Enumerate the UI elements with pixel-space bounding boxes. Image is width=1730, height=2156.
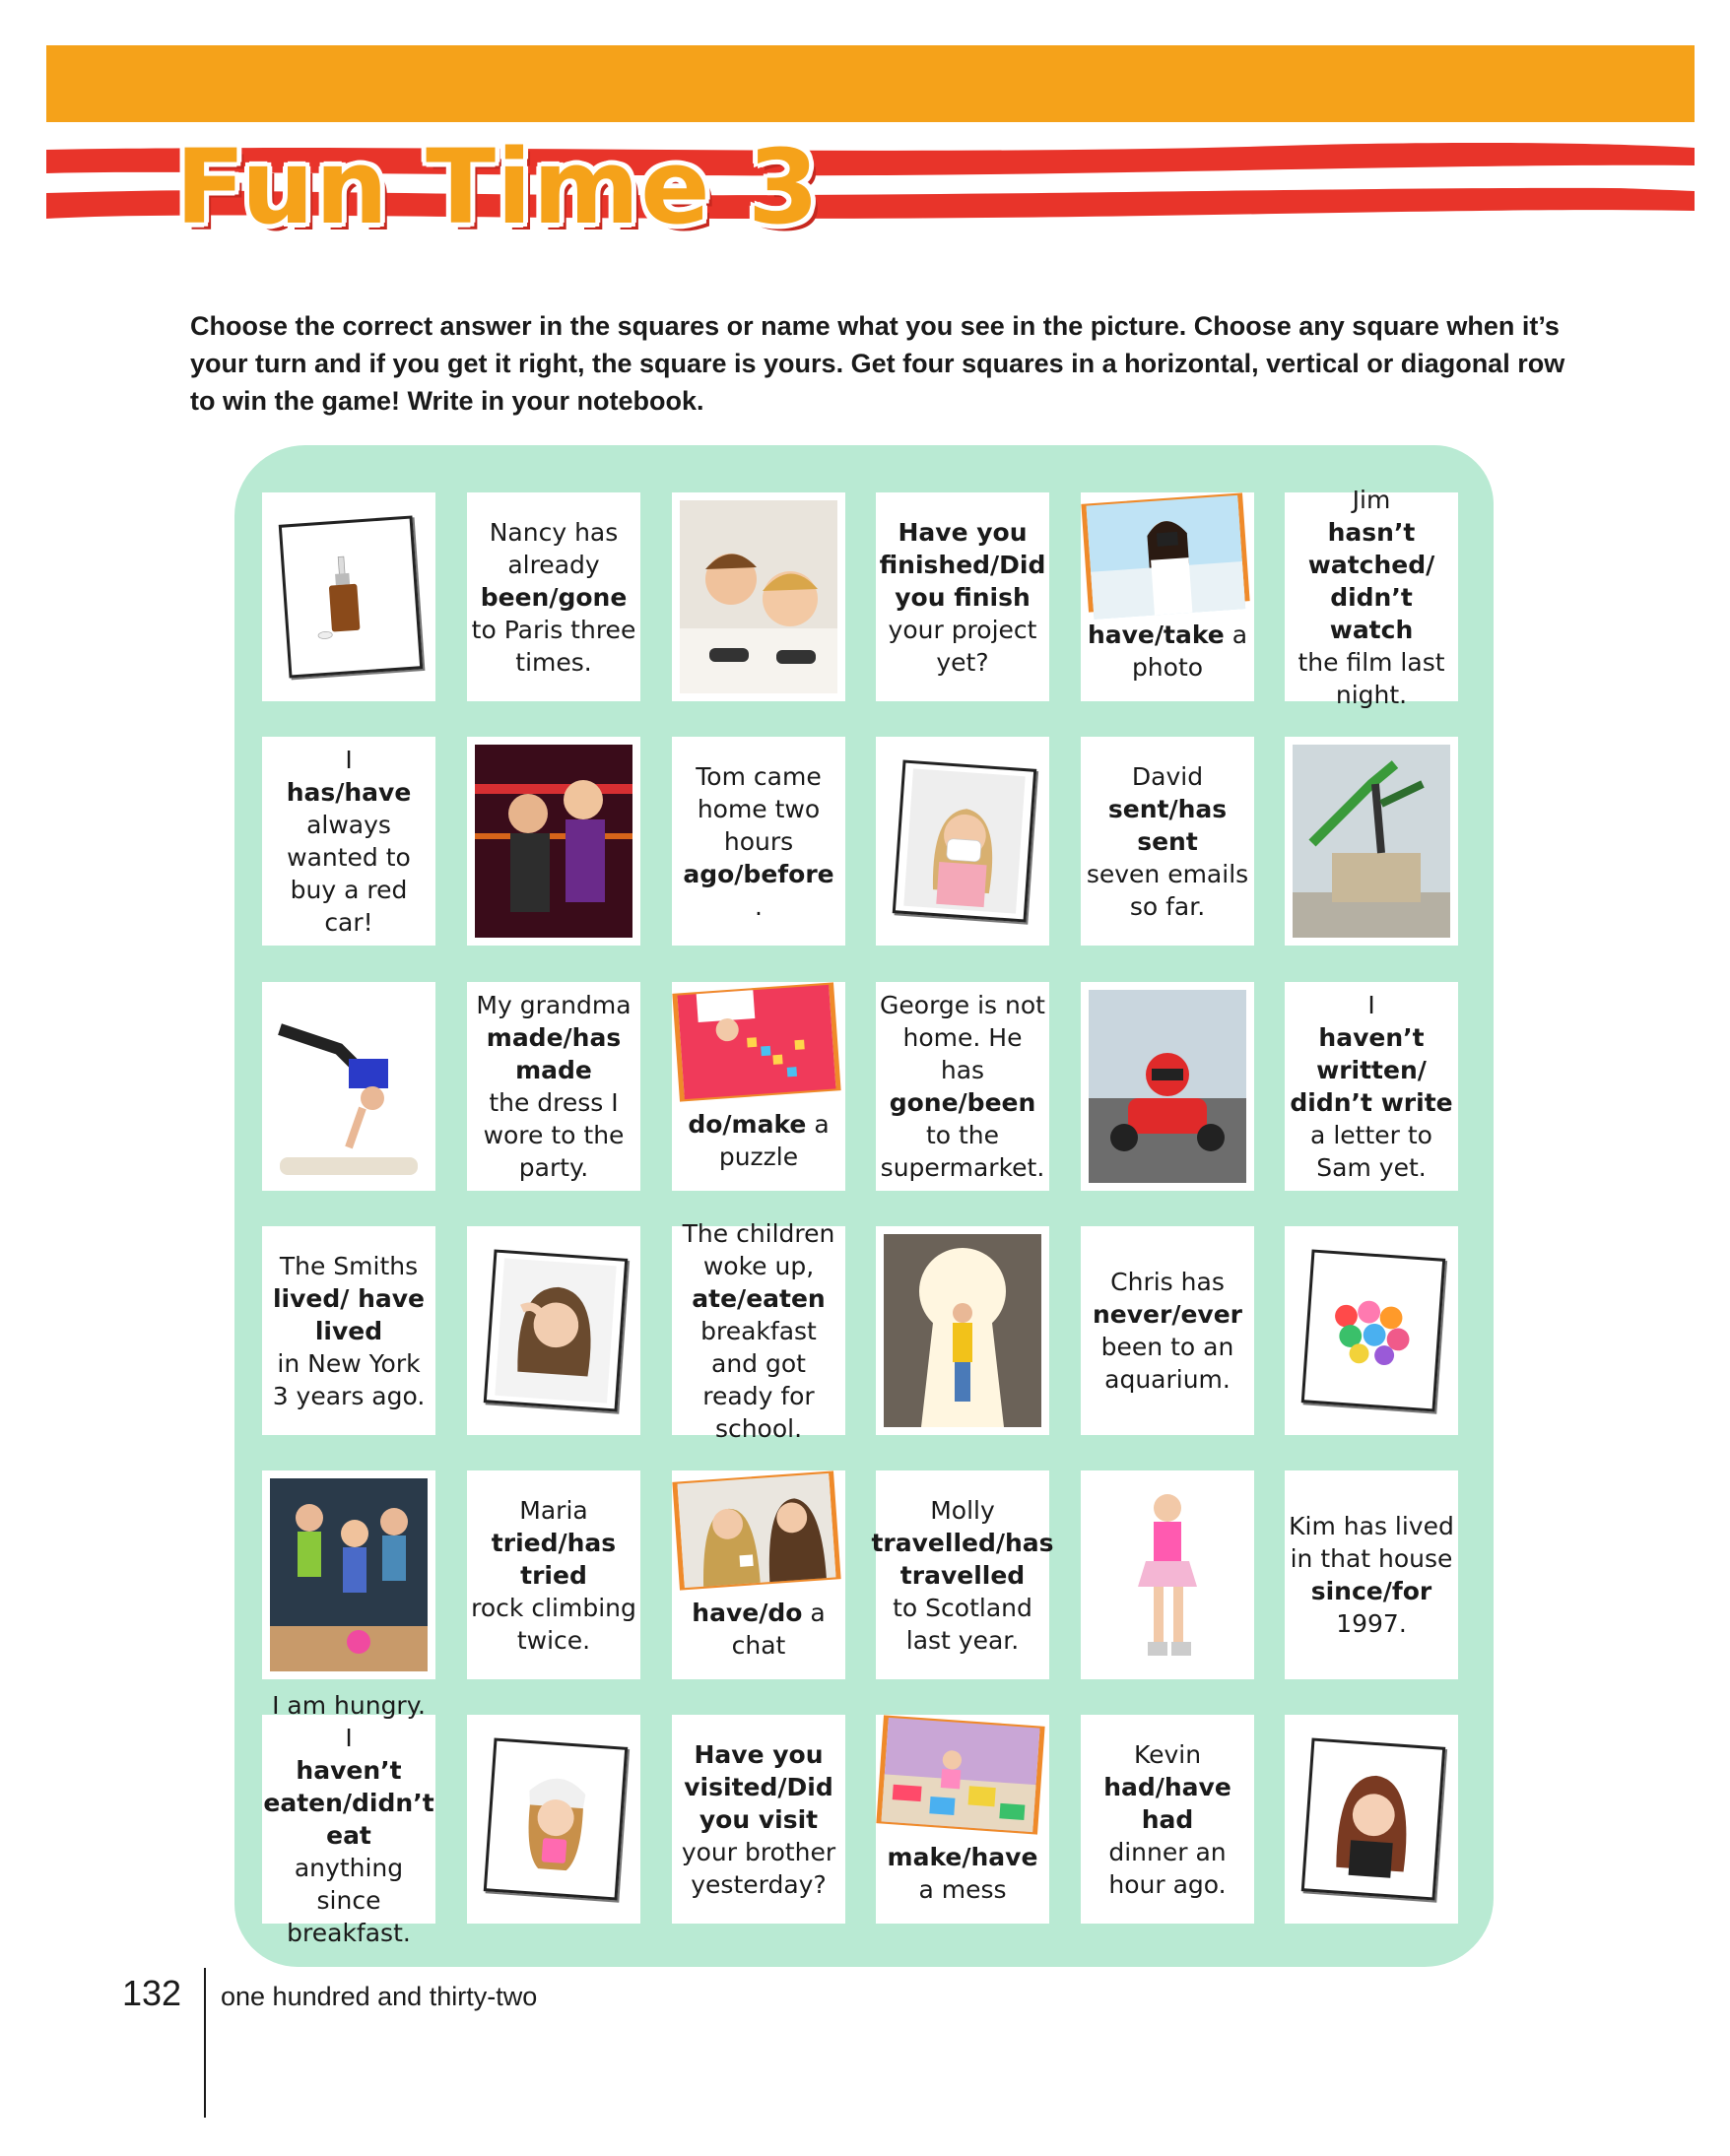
sentence-text: the dress I wore to the party. <box>483 1088 625 1182</box>
game-square[interactable] <box>262 1691 435 1947</box>
answer-choice: ate/eaten <box>692 1283 826 1313</box>
answer-choice: do/make <box>688 1110 807 1139</box>
game-square[interactable] <box>1285 1226 1458 1435</box>
game-square[interactable] <box>1285 1470 1458 1679</box>
sentence-text: rock climbing twice. <box>471 1593 636 1655</box>
sentence-text: seven emails so far. <box>1086 859 1249 921</box>
sentence-text: I <box>345 746 353 774</box>
game-square[interactable] <box>1081 1226 1254 1435</box>
sentence-text: been to an aquarium. <box>1100 1333 1234 1394</box>
answer-choice: gone/been <box>889 1088 1036 1117</box>
polaroid-frame <box>484 1737 629 1900</box>
game-square[interactable] <box>1285 982 1458 1191</box>
game-square[interactable] <box>672 982 845 1191</box>
footer-divider <box>204 1968 206 2118</box>
sentence-text: a chat <box>731 1599 826 1660</box>
answer-choice: make/have <box>887 1843 1038 1871</box>
sentence-text: a puzzle <box>718 1110 830 1171</box>
answer-choice: ago/before <box>683 859 834 888</box>
sentence-text: My grandma <box>476 991 632 1019</box>
polaroid-frame <box>279 515 424 678</box>
sentence-text: the film last night. <box>1298 647 1445 709</box>
girl-sneezing-photo <box>903 771 1025 911</box>
polaroid-frame <box>1301 1249 1446 1411</box>
game-square[interactable] <box>672 1715 845 1924</box>
answer-choice: made/has made <box>486 1023 622 1084</box>
game-square[interactable] <box>1081 1715 1254 1924</box>
sentence-text: your brother yesterday? <box>681 1837 836 1899</box>
sentence-text: I am hungry. I <box>272 1691 426 1752</box>
game-square[interactable] <box>262 982 435 1191</box>
game-square[interactable] <box>467 1715 640 1924</box>
answer-choice: Have you visited/Did you visit <box>684 1739 833 1834</box>
game-square[interactable] <box>262 1470 435 1679</box>
sentence-text: a letter to Sam yet. <box>1310 1121 1432 1182</box>
game-square[interactable] <box>467 982 640 1191</box>
go-kart-photo <box>1089 990 1246 1183</box>
answer-choice: since/for <box>1310 1577 1432 1605</box>
polaroid-frame <box>484 1249 629 1411</box>
game-square[interactable] <box>672 737 845 946</box>
sentence-text: The Smiths <box>279 1251 419 1280</box>
page-number: 132 <box>122 1973 182 2013</box>
sentence-text: in New York 3 years ago. <box>272 1348 426 1410</box>
breakdancer-photo <box>1293 745 1450 938</box>
sentence-text: to Paris three times. <box>471 615 636 677</box>
answer-choice: lived/ have lived <box>272 1283 426 1345</box>
boys-playing-video-games-photo <box>680 500 837 693</box>
game-square[interactable] <box>672 1470 845 1679</box>
game-square[interactable] <box>262 737 435 946</box>
game-square[interactable] <box>262 492 435 701</box>
kids-laser-tag-photo <box>475 745 632 938</box>
girl-with-mug-photo <box>495 1749 616 1889</box>
square-caption <box>1081 619 1254 684</box>
sentence-text: anything since breakfast. <box>287 1854 411 1947</box>
game-square[interactable] <box>262 1226 435 1435</box>
polaroid-frame <box>893 759 1037 922</box>
bowling-friends-photo <box>270 1478 428 1671</box>
sentence-text: Maria <box>519 1495 588 1525</box>
sentence-text: Chris has <box>1110 1268 1225 1296</box>
page-title: Fun Time 3 <box>175 127 821 247</box>
sentence-text: breakfast and got ready for school. <box>700 1316 817 1443</box>
jigsaw-puzzle-photo <box>672 982 840 1101</box>
answer-choice: have/do <box>692 1599 803 1627</box>
square-caption <box>672 1597 845 1662</box>
sentence-text: your project yet? <box>888 615 1037 677</box>
woman-headache-photo <box>495 1261 616 1401</box>
instructions: Choose the correct answer in the squares or name what you see in the picture. Choose any square when it’s your turn and if you get it right, the square is yours. Get four squares in a horizontal, vertical or diagonal row to win the game! Write in your notebook. <box>190 311 1565 416</box>
polaroid-frame <box>1301 1737 1446 1900</box>
medicine-bottle-icon <box>290 527 411 667</box>
answer-choice: travelled/has travelled <box>871 1528 1054 1590</box>
sentence-text: Nancy has already <box>489 517 619 579</box>
answer-choice: sent/has sent <box>1107 794 1228 856</box>
sad-girl-photo <box>1312 1749 1433 1889</box>
sentence-text: Jim <box>1352 485 1391 514</box>
answer-choice: hasn’t watched/ didn’t watch <box>1307 517 1435 644</box>
game-square[interactable] <box>1081 737 1254 946</box>
game-square[interactable] <box>876 1715 1049 1924</box>
game-square[interactable] <box>467 1226 640 1435</box>
women-chatting-photo <box>672 1470 840 1590</box>
sentence-text: dinner an hour ago. <box>1108 1837 1227 1899</box>
sentence-text: Kim has lived in that house <box>1289 1512 1454 1573</box>
sentence-text: always wanted to buy a red car! <box>287 811 411 937</box>
game-square[interactable] <box>876 737 1049 946</box>
game-square[interactable] <box>672 1218 845 1443</box>
answer-choice: has/have <box>286 778 412 807</box>
sentence-text: to the supermarket. <box>880 1121 1045 1182</box>
answer-choice: never/ever <box>1092 1300 1242 1329</box>
colorful-cupcakes-photo <box>1312 1261 1433 1401</box>
page-number-words: one hundred and thirty-two <box>221 1982 538 2011</box>
sentence-text: I <box>1367 991 1375 1019</box>
answer-choice: have/take <box>1087 621 1225 649</box>
game-square[interactable] <box>1081 1470 1254 1679</box>
game-square[interactable] <box>1081 982 1254 1191</box>
game-square[interactable] <box>672 492 845 701</box>
square-caption <box>672 1108 845 1173</box>
game-square[interactable] <box>467 492 640 701</box>
game-square[interactable] <box>871 1470 1054 1679</box>
sentence-text: David <box>1131 761 1204 791</box>
messy-room-photo <box>876 1715 1044 1834</box>
game-board <box>234 445 1494 1967</box>
answer-choice: tried/has tried <box>491 1528 617 1590</box>
game-square[interactable] <box>467 1470 640 1679</box>
sentence-text: Kevin <box>1133 1739 1202 1769</box>
game-square[interactable] <box>1285 1715 1458 1924</box>
sentence-text: . <box>755 891 763 921</box>
game-square[interactable] <box>876 1226 1049 1435</box>
sentence-text: a mess <box>918 1875 1007 1904</box>
game-square[interactable] <box>876 982 1049 1191</box>
girl-rollerblading-photo <box>1089 1478 1246 1671</box>
sentence-text: a photo <box>1131 621 1248 682</box>
sentence-text: Molly <box>930 1495 995 1525</box>
answer-choice: haven’t eaten/didn’t eat <box>263 1756 434 1850</box>
answer-choice: been/gone <box>480 582 628 612</box>
sentence-text: The children woke up, <box>682 1218 835 1280</box>
game-square[interactable] <box>1285 485 1458 709</box>
sentence-text: Tom came home two hours <box>696 761 822 856</box>
gymnast-pommel-horse-photo <box>270 990 428 1183</box>
answer-choice: had/have had <box>1103 1772 1231 1834</box>
game-square[interactable] <box>1081 492 1254 701</box>
answer-choice: Have you finished/Did you finish <box>879 517 1046 612</box>
square-caption <box>876 1841 1049 1906</box>
game-square[interactable] <box>1285 737 1458 946</box>
game-square[interactable] <box>876 492 1049 701</box>
answer-choice: haven’t written/ didn’t write <box>1290 1023 1453 1117</box>
woman-taking-photo-photo <box>1081 492 1249 612</box>
keyhole-door-photo <box>884 1234 1041 1427</box>
sentence-text: 1997. <box>1336 1609 1407 1638</box>
game-square[interactable] <box>467 737 640 946</box>
sentence-text: to Scotland last year. <box>893 1593 1032 1655</box>
sentence-text: George is not home. He has <box>880 991 1045 1084</box>
